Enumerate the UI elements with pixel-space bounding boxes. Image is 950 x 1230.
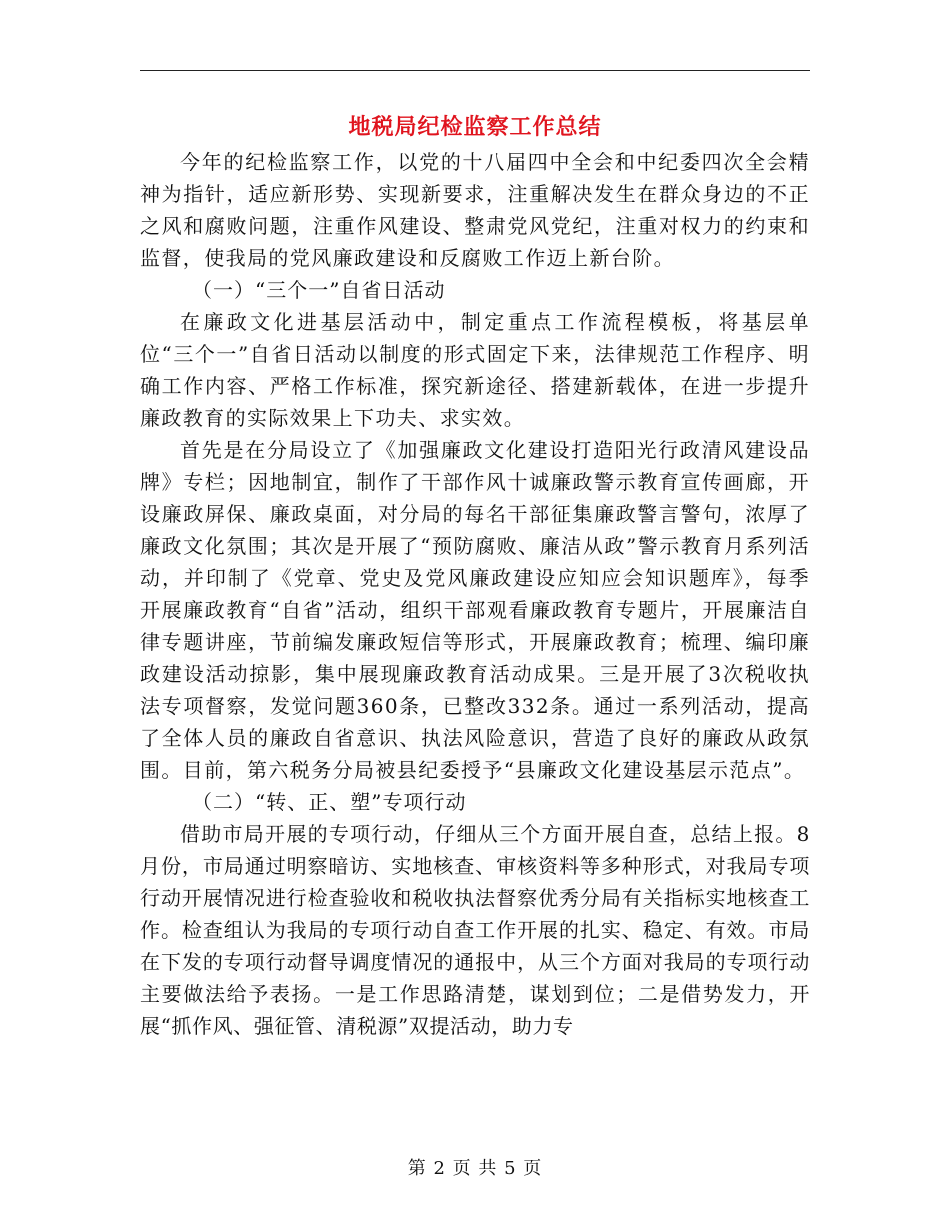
paragraph-intro: 今年的纪检监察工作，以党的十八届四中全会和中纪委四次全会精神为指针，适应新形势、实现新要求，注重解决发生在群众身边的不正之风和腐败问题，注重作风建设、整肃党风党纪，注重对权力的约束和监督，使我局的党风廉政建设和反腐败工作迈上新台阶。: [140, 150, 810, 270]
document-title: 地税局纪检监察工作总结: [348, 114, 602, 140]
section-heading-1: （一）“三个一”自省日活动: [192, 278, 446, 302]
section-heading-2: （二）“转、正、塑”专项行动: [192, 790, 467, 814]
page-footer: 第 2 页 共 5 页: [407, 1158, 543, 1179]
header-rule: [140, 70, 810, 71]
paragraph-activities: 首先是在分局设立了《加强廉政文化建设打造阳光行政清风建设品牌》专栏；因地制宜，制作了干部作风十诚廉政警示教育宣传画廊，开设廉政屏保、廉政桌面，对分局的每名干部征集廉政警言警句，浓厚了廉政文化氛围；其次是开展了“预防腐败、廉洁从政”警示教育月系列活动，并印制了《党章、党史及党风廉政建设应知应会知识题库》，每季开展廉政教育“自省”活动，组织干部观看廉政教育专题片，开展廉洁自律专题讲座，节前编发廉政短信等形式，开展廉政教育；梳理、编印廉政建设活动掠影，集中展现廉政教育活动成果。三是开展了3次税收执法专项督察，发觉问题360条，已整改332条。通过一系列活动，提高了全体人员的廉政自省意识、执法风险意识，营造了良好的廉政从政氛围。目前，第六税务分局被县纪委授予“县廉政文化建设基层示范点”。: [140, 438, 810, 782]
paragraph-self-reflection: 在廉政文化进基层活动中，制定重点工作流程模板，将基层单位“三个一”自省日活动以制度的形式固定下来，法律规范工作程序、明确工作内容、严格工作标准，探究新途径、搭建新载体，在进一步提升廉政教育的实际效果上下功夫、求实效。: [140, 310, 810, 430]
document-body: [140, 146, 810, 1042]
paragraph-special-action: 借助市局开展的专项行动，仔细从三个方面开展自查，总结上报。8月份，市局通过明察暗访、实地核查、审核资料等多种形式，对我局专项行动开展情况进行检查验收和税收执法督察优秀分局有关指标实地核查工作。检查组认为我局的专项行动自查工作开展的扎实、稳定、有效。市局在下发的专项行动督导调度情况的通报中，从三个方面对我局的专项行动主要做法给予表扬。一是工作思路清楚，谋划到位；二是借势发力，开展“抓作风、强征管、清税源”双提活动，助力专: [140, 822, 810, 1038]
